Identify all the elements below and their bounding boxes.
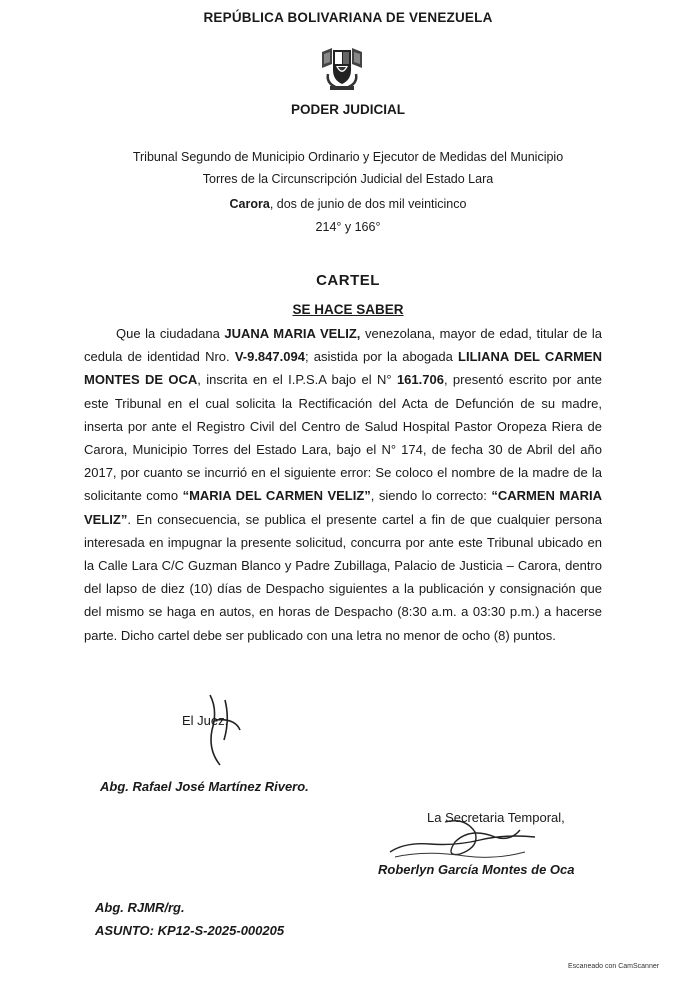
judicial-power-heading: PODER JUDICIAL (290, 102, 405, 117)
body-text: ; asistida por la abogada (304, 349, 459, 365)
ipsa-number: 161.706 (396, 372, 444, 388)
case-number: ASUNTO: KP12-S-2025-000205 (95, 923, 285, 938)
scanner-watermark: Escaneado con CamScanner (568, 963, 660, 970)
correct-name: “CARMEN MARIA VELIZ” (84, 488, 602, 527)
republic-heading: REPÚBLICA BOLIVARIANA DE VENEZUELA (203, 10, 493, 25)
applicant-name: JUANA MARIA VELIZ, (224, 326, 361, 341)
secretary-name: Roberlyn García Montes de Oca (378, 862, 575, 877)
body-text: venezolana, mayor de edad, titular de la cedula de identidad Nro. (84, 326, 602, 365)
body-paragraph (84, 322, 602, 647)
date-line (0, 197, 696, 211)
incorrect-name: “MARIA DEL CARMEN VELIZ” (182, 488, 371, 504)
secretary-label: La Secretaria Temporal, (427, 810, 565, 825)
date-text: , dos de junio de dos mil veinticinco (269, 197, 467, 211)
judge-label: El Juez, (182, 713, 229, 728)
subtitle-text: SE HACE SABER (292, 302, 404, 317)
court-name-line2: Torres de la Circunscripción Judicial del Estado Lara (202, 172, 494, 186)
years-line: 214° y 166° (315, 220, 381, 234)
judge-signature-icon (190, 690, 270, 770)
body-text: . En consecuencia, se publica el presente cartel a fin de que cualquier persona interesada en impugnar la presente solicitud, concurra por ante este Tribunal ubicado en la Calle Lara C/C Guzman Blanco y Padre Zubillaga, Palacio de Justicia – Carora, dentro del lapso de diez (10) días de Despacho siguientes a la publicación y consignación que del mismo se haga en autos, en horas de Despacho (8:30 a.m. a 03:30 p.m.) a hacerse parte. Dicho cartel debe ser publicado con una letra no menor de ocho (8) puntos. (84, 511, 602, 643)
body-text: Que la ciudadana (116, 326, 225, 341)
document-subtitle (0, 302, 696, 317)
body-text: , siendo lo correcto: (370, 488, 492, 504)
city-name: Carora (229, 197, 270, 211)
court-name-line1: Tribunal Segundo de Municipio Ordinario y Ejecutor de Medidas del Municipio (132, 150, 564, 164)
id-number: V-9.847.094 (234, 349, 305, 365)
lawyer-name: LILIANA DEL CARMEN MONTES DE OCA (84, 349, 602, 388)
body-text: , inscrita en el I.P.S.A bajo el N° (197, 372, 397, 388)
document-title: CARTEL (316, 272, 380, 289)
coat-of-arms-icon (318, 44, 366, 92)
judge-name: Abg. Rafael José Martínez Rivero. (100, 779, 309, 794)
body-text: , presentó escrito por ante este Tribunal en el cual solicita la Rectificación del Acta de Defunción de su madre, inserta por ante el Registro Civil del Centro de Salud Hospital Pastor Oropeza Riera de Carora, Municipio Torres del Estado Lara, bajo el N° 174, de fecha 30 de Abril del año 2017, por cuanto se incurrió en el siguiente error: Se coloco el nombre de la madre de la solicitante como (84, 372, 602, 504)
initials-reference: Abg. RJMR/rg. (95, 900, 185, 915)
